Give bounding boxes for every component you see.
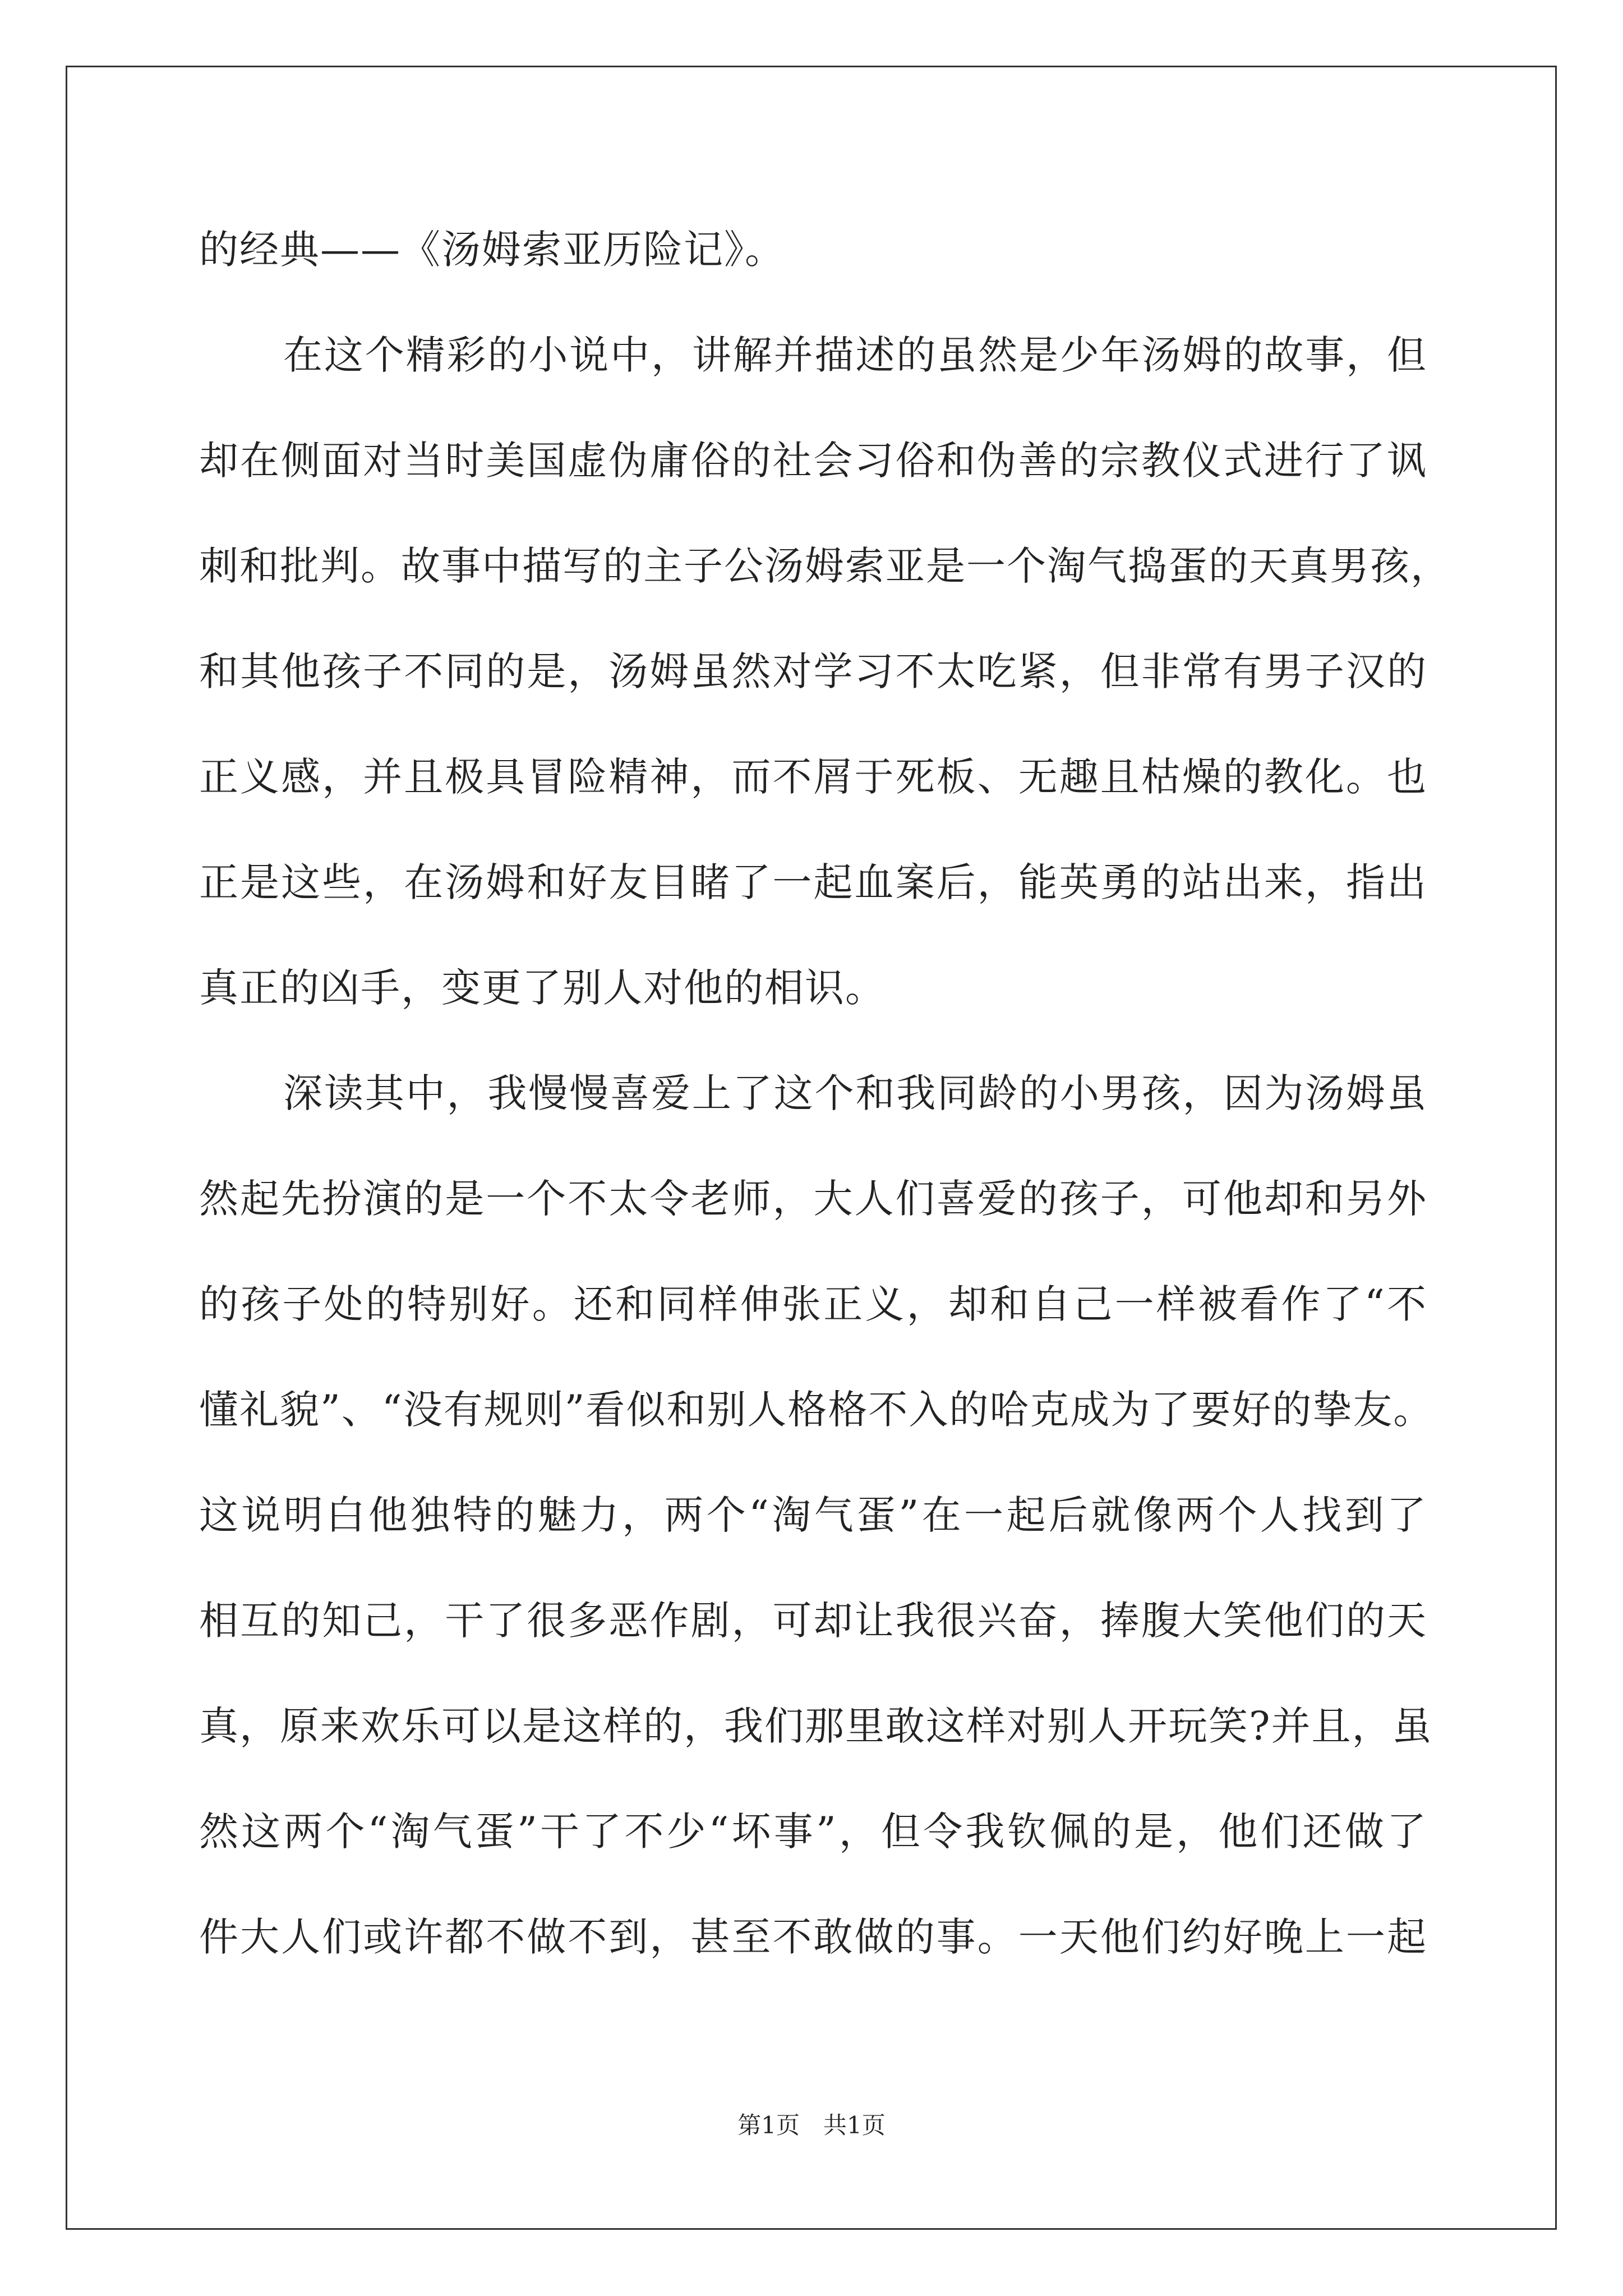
text-line: 深读其中，我慢慢喜爱上了这个和我同龄的小男孩，因为汤姆虽 [283,1070,1427,1116]
text-line: 在这个精彩的小说中，讲解并描述的虽然是少年汤姆的故事，但 [283,332,1427,378]
text-line: 这说明白他独特的魅力，两个“淘气蛋”在一起后就像两个人找到了 [199,1492,1427,1538]
text-line: 然起先扮演的是一个不太令老师，大人们喜爱的孩子，可他却和另外 [199,1176,1427,1222]
text-line: 正义感，并且极具冒险精神，而不屑于死板、无趣且枯燥的教化。也 [199,754,1427,800]
text-line: 正是这些，在汤姆和好友目睹了一起血案后，能英勇的站出来，指出 [199,859,1427,905]
text-line: 件大人们或许都不做不到，甚至不敢做的事。一天他们约好晚上一起 [199,1914,1427,1960]
text-line: 刺和批判。故事中描写的主子公汤姆索亚是一个淘气捣蛋的天真男孩， [199,543,1451,589]
text-line: 的经典——《汤姆索亚历险记》。 [199,227,785,273]
text-line: 懂礼貌”、“没有规则”看似和别人格格不入的哈克成为了要好的挚友。 [199,1387,1434,1433]
text-line: 真，原来欢乐可以是这样的，我们那里敢这样对别人开玩笑?并且，虽 [199,1703,1433,1749]
text-line: 和其他孩子不同的是，汤姆虽然对学习不太吃紧，但非常有男子汉的 [199,648,1427,694]
text-line: 的孩子处的特别好。还和同样伸张正义，却和自己一样被看作了“不 [199,1281,1427,1327]
text-line: 真正的凶手，变更了别人对他的相识。 [199,965,886,1011]
text-line: 然这两个“淘气蛋”干了不少“坏事”，但令我钦佩的是，他们还做了 [199,1809,1427,1855]
page-number: 第1页 共1页 [737,2111,886,2139]
text-line: 却在侧面对当时美国虚伪庸俗的社会习俗和伪善的宗教仪式进行了讽 [199,438,1427,484]
text-line: 相互的知己，干了很多恶作剧，可却让我很兴奋，捧腹大笑他们的天 [199,1598,1427,1644]
